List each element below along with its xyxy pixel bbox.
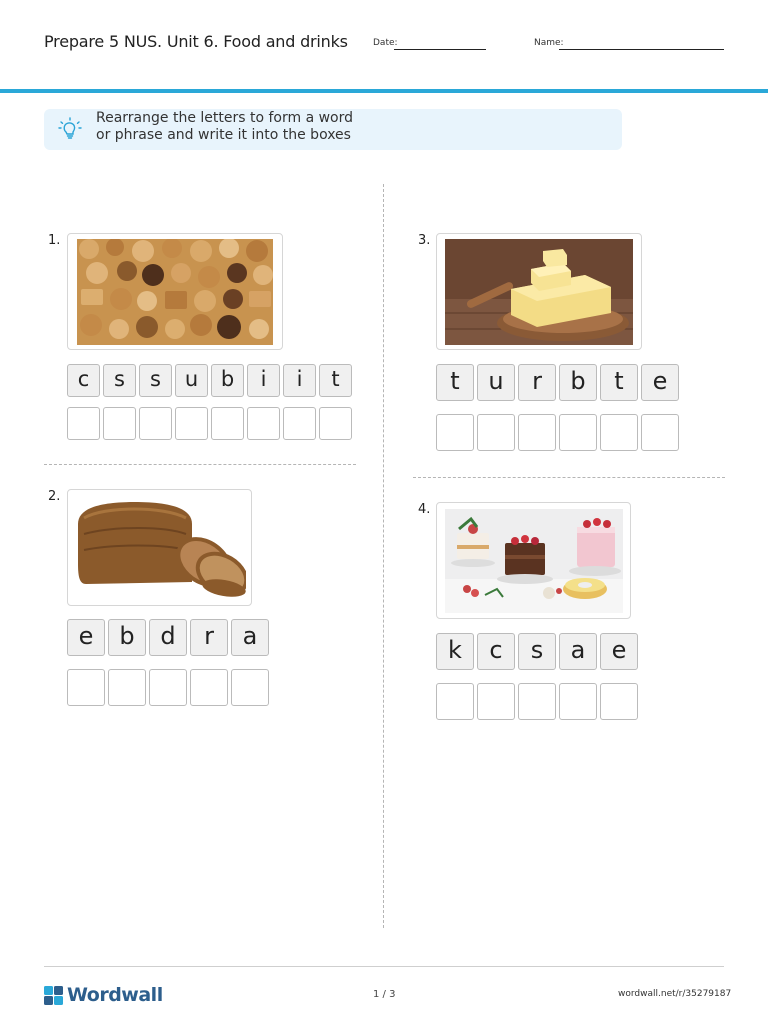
date-label: Date: [373, 38, 398, 48]
column-divider [383, 184, 384, 928]
letter-tile[interactable]: e [67, 619, 105, 656]
page-number: 1 / 3 [373, 989, 396, 1000]
answer-box[interactable] [283, 407, 316, 440]
letter-tile[interactable]: t [319, 364, 352, 397]
answer-box[interactable] [67, 669, 105, 706]
letter-tile[interactable]: e [600, 633, 638, 670]
biscuits-image [67, 233, 283, 350]
answer-box[interactable] [139, 407, 172, 440]
letter-tile[interactable]: i [247, 364, 280, 397]
logo-text: Wordwall [67, 984, 163, 1006]
footer-divider [44, 966, 724, 967]
letter-tile[interactable]: s [103, 364, 136, 397]
answer-box[interactable] [319, 407, 352, 440]
question-1-letter-tiles [67, 364, 352, 397]
answer-box[interactable] [436, 683, 474, 720]
answer-box[interactable] [641, 414, 679, 451]
letter-tile[interactable]: a [231, 619, 269, 656]
question-1-answer-boxes [67, 407, 352, 440]
letter-tile[interactable]: d [149, 619, 187, 656]
letter-tile[interactable]: t [600, 364, 638, 401]
letter-tile[interactable]: s [518, 633, 556, 670]
question-4-number: 4. [418, 502, 431, 517]
letter-tile[interactable]: b [559, 364, 597, 401]
question-2-letter-tiles [67, 619, 269, 656]
header-divider-bar [0, 89, 768, 93]
butter-image [436, 233, 642, 350]
question-divider-right [413, 477, 725, 478]
instruction-box [44, 109, 622, 150]
letter-tile[interactable]: e [641, 364, 679, 401]
wordwall-logo[interactable] [44, 984, 163, 1006]
answer-box[interactable] [477, 683, 515, 720]
answer-box[interactable] [477, 414, 515, 451]
name-field-line[interactable] [559, 49, 724, 50]
letter-tile[interactable]: k [436, 633, 474, 670]
letter-tile[interactable]: c [477, 633, 515, 670]
worksheet-header [0, 0, 768, 90]
answer-box[interactable] [108, 669, 146, 706]
answer-box[interactable] [518, 414, 556, 451]
question-2-number: 2. [48, 489, 61, 504]
letter-tile[interactable]: t [436, 364, 474, 401]
question-3-letter-tiles [436, 364, 679, 401]
question-divider-left [44, 464, 356, 465]
answer-box[interactable] [600, 414, 638, 451]
answer-box[interactable] [103, 407, 136, 440]
wordwall-grid-icon [44, 986, 63, 1005]
answer-box[interactable] [175, 407, 208, 440]
answer-box[interactable] [231, 669, 269, 706]
letter-tile[interactable]: a [559, 633, 597, 670]
letter-tile[interactable]: r [518, 364, 556, 401]
instruction-text [96, 110, 353, 144]
answer-box[interactable] [559, 683, 597, 720]
letter-tile[interactable]: u [477, 364, 515, 401]
letter-tile[interactable]: b [108, 619, 146, 656]
question-2-answer-boxes [67, 669, 269, 706]
question-1-number: 1. [48, 233, 61, 248]
page-title: Prepare 5 NUS. Unit 6. Food and drinks [44, 32, 348, 51]
answer-box[interactable] [67, 407, 100, 440]
letter-tile[interactable]: u [175, 364, 208, 397]
instruction-line-1: Rearrange the letters to form a word [96, 110, 354, 126]
letter-tile[interactable]: s [139, 364, 172, 397]
question-4-letter-tiles [436, 633, 638, 670]
name-label: Name: [534, 38, 564, 48]
answer-box[interactable] [190, 669, 228, 706]
instruction-line-2: or phrase and write it into the boxes [96, 127, 351, 143]
question-4-answer-boxes [436, 683, 638, 720]
letter-tile[interactable]: b [211, 364, 244, 397]
letter-tile[interactable]: r [190, 619, 228, 656]
question-3-number: 3. [418, 233, 431, 248]
answer-box[interactable] [247, 407, 280, 440]
question-3-answer-boxes [436, 414, 679, 451]
answer-box[interactable] [559, 414, 597, 451]
answer-box[interactable] [518, 683, 556, 720]
letter-tile[interactable]: c [67, 364, 100, 397]
answer-box[interactable] [436, 414, 474, 451]
bread-image [67, 489, 252, 606]
lightbulb-icon [58, 117, 82, 143]
answer-box[interactable] [211, 407, 244, 440]
cakes-image [436, 502, 631, 619]
answer-box[interactable] [149, 669, 187, 706]
answer-box[interactable] [600, 683, 638, 720]
letter-tile[interactable]: i [283, 364, 316, 397]
date-field-line[interactable] [394, 49, 486, 50]
source-url[interactable]: wordwall.net/r/35279187 [618, 989, 732, 999]
